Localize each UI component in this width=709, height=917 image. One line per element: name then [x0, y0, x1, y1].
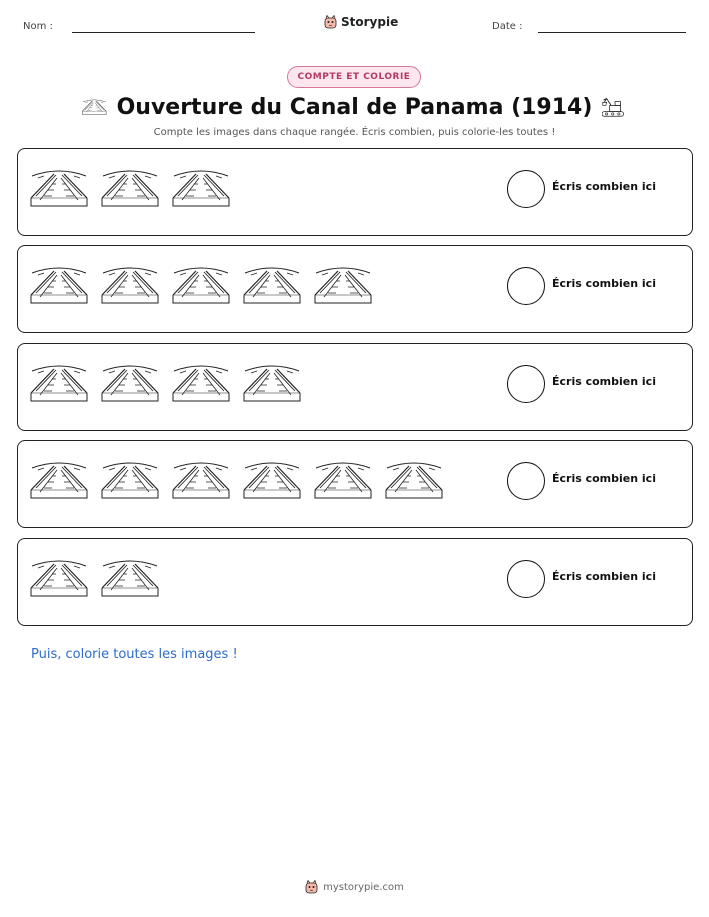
title-text: Ouverture du Canal de Panama (1914) [116, 94, 593, 120]
canal-icon[interactable] [314, 265, 372, 305]
answer-prompt: Écris combien ici [552, 472, 656, 485]
count-row [17, 245, 693, 333]
canal-icon[interactable] [30, 265, 88, 305]
canal-icon[interactable] [30, 558, 88, 598]
answer-circle[interactable] [507, 267, 545, 305]
name-label: Nom : [23, 21, 53, 32]
canal-icon[interactable] [30, 168, 88, 208]
canal-icon[interactable] [101, 265, 159, 305]
excavator-icon [602, 93, 627, 121]
answer-circle[interactable] [507, 170, 545, 208]
canal-icon[interactable] [172, 168, 230, 208]
canal-icon[interactable] [101, 168, 159, 208]
row-images [30, 460, 443, 500]
count-row [17, 538, 693, 626]
canal-icon[interactable] [172, 265, 230, 305]
canal-icon[interactable] [314, 460, 372, 500]
date-field-line[interactable] [538, 32, 686, 33]
brand-logo [324, 15, 398, 29]
answer-circle[interactable] [507, 365, 545, 403]
canal-icon[interactable] [243, 363, 301, 403]
answer-prompt: Écris combien ici [552, 375, 656, 388]
count-row [17, 440, 693, 528]
site-url[interactable]: mystorypie.com [323, 881, 404, 893]
footer-brand [0, 880, 709, 894]
instructions: Compte les images dans chaque rangée. Écris combien, puis colorie-les toutes ! [153, 127, 556, 138]
canal-icon[interactable] [172, 363, 230, 403]
canal-icon[interactable] [101, 558, 159, 598]
canal-icon[interactable] [101, 363, 159, 403]
name-field-line[interactable] [72, 32, 255, 33]
row-images [30, 363, 301, 403]
answer-circle[interactable] [507, 560, 545, 598]
answer-prompt: Écris combien ici [552, 180, 656, 193]
canal-icon[interactable] [243, 460, 301, 500]
answer-prompt: Écris combien ici [552, 570, 656, 583]
brand-name: Storypie [341, 15, 399, 29]
mascot-icon [324, 15, 337, 29]
row-images [30, 265, 372, 305]
count-row [17, 148, 693, 236]
canal-icon[interactable] [101, 460, 159, 500]
canal-icon[interactable] [243, 265, 301, 305]
date-label: Date : [492, 21, 523, 32]
canal-icon[interactable] [385, 460, 443, 500]
page-title [82, 90, 627, 124]
canal-icon[interactable] [172, 460, 230, 500]
mascot-icon [305, 880, 318, 894]
answer-circle[interactable] [507, 462, 545, 500]
row-images [30, 168, 230, 208]
coloring-note: Puis, colorie toutes les images ! [31, 647, 238, 662]
canal-icon[interactable] [30, 460, 88, 500]
canal-icon [82, 96, 107, 118]
count-row [17, 343, 693, 431]
row-images [30, 558, 159, 598]
answer-prompt: Écris combien ici [552, 277, 656, 290]
activity-badge: COMPTE ET COLORIE [287, 66, 421, 88]
canal-icon[interactable] [30, 363, 88, 403]
